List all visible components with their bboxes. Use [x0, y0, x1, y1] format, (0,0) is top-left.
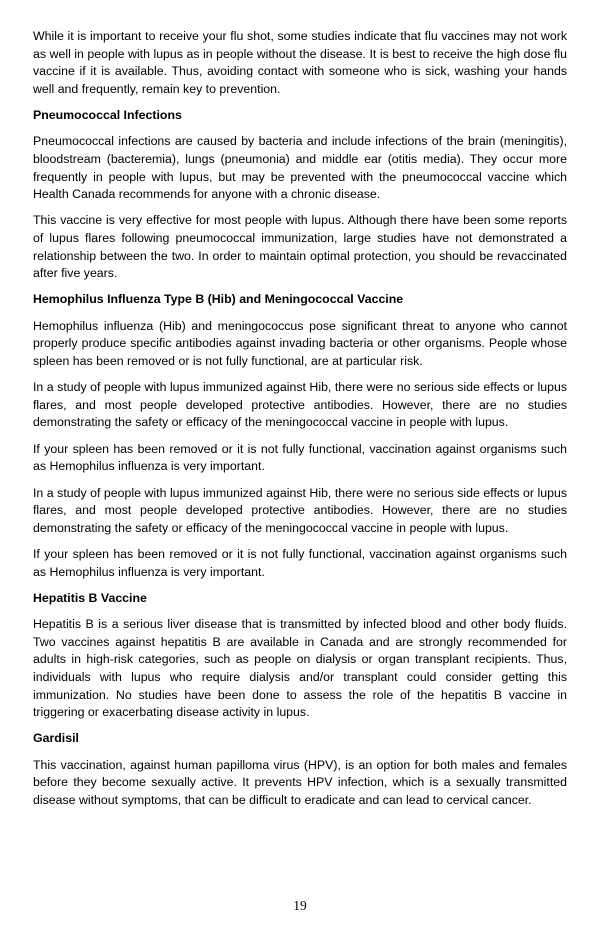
- section-paragraph: This vaccine is very effective for most people with lupus. Although there have been some reports of lupus flares following pneumococcal immunization, large studies have not demonstrated a relationship between the two. In order to maintain optimal protection, you should be revaccinated after five years.: [33, 213, 567, 281]
- intro-paragraph: While it is important to receive your flu shot, some studies indicate that flu vaccines may not work as well in people with lupus as in people without the disease. It is best to receive the high dose flu vaccine if it is available. Thus, avoiding contact with someone who is sick, washing your hands well and frequently, remain key to prevention.: [33, 29, 567, 96]
- section-heading: Hemophilus Influenza Type B (Hib) and Meningococcal Vaccine: [33, 292, 404, 307]
- section-paragraph: Hepatitis B is a serious liver disease that is transmitted by infected blood and other body fluids. Two vaccines against hepatitis B are available in Canada and are strongly recommended for adults in high-risk categories, such as people on dialysis or organ transplant recipients. Thus, individuals with lupus who require dialysis and/or transplant could consider getting this immunization. No studies have been done to assess the role of the hepatitis B vaccine in triggering or exacerbating disease activity in lupus.: [33, 617, 567, 720]
- section-paragraph: This vaccination, against human papilloma virus (HPV), is an option for both males and females before they become sexually active. It prevents HPV infection, which is a sexually transmitted disease without symptoms, that can be difficult to eradicate and can lead to cervical cancer.: [33, 757, 567, 807]
- section-paragraph: Pneumococcal infections are caused by bacteria and include infections of the brain (meningitis), bloodstream (bacteremia), lungs (pneumonia) and middle ear (otitis media). They occur more frequently in people with lupus, but may be prevented with the pneumococcal vaccine which Health Canada recommends for anyone with a chronic disease.: [33, 134, 567, 202]
- section-gardisil: [33, 730, 567, 809]
- section-hepatitis-b: [33, 590, 567, 722]
- section-paragraph: Hemophilus influenza (Hib) and meningococcus pose significant threat to anyone who cannot properly produce specific antibodies against invading bacteria or other organisms. People whose spleen has been removed or is not fully functional, are at particular risk.: [33, 318, 567, 368]
- section-paragraph: If your spleen has been removed or it is not fully functional, vaccination against organisms such as Hemophilus influenza is very important.: [33, 441, 567, 474]
- section-paragraph: In a study of people with lupus immunized against Hib, there were no serious side effects or lupus flares, and most people developed protective antibodies. However, there are no studies demonstrating the safety or efficacy of the meningococcal vaccine in people with lupus.: [33, 380, 567, 430]
- section-heading: Pneumococcal Infections: [33, 108, 182, 123]
- section-paragraph: If your spleen has been removed or it is not fully functional, vaccination against organisms such as Hemophilus influenza is very important.: [33, 547, 567, 579]
- section-hib-meningococcal: [33, 291, 567, 581]
- section-pneumococcal: [33, 107, 567, 283]
- section-heading: Hepatitis B Vaccine: [33, 590, 147, 605]
- document-page: [33, 28, 567, 818]
- section-paragraph: In a study of people with lupus immunized against Hib, there were no serious side effects or lupus flares, and most people developed protective antibodies. However, there are no studies demonstrating the safety or efficacy of the meningococcal vaccine in people with lupus.: [33, 485, 567, 535]
- page-number: 19: [293, 898, 307, 913]
- section-heading: Gardisil: [33, 731, 79, 746]
